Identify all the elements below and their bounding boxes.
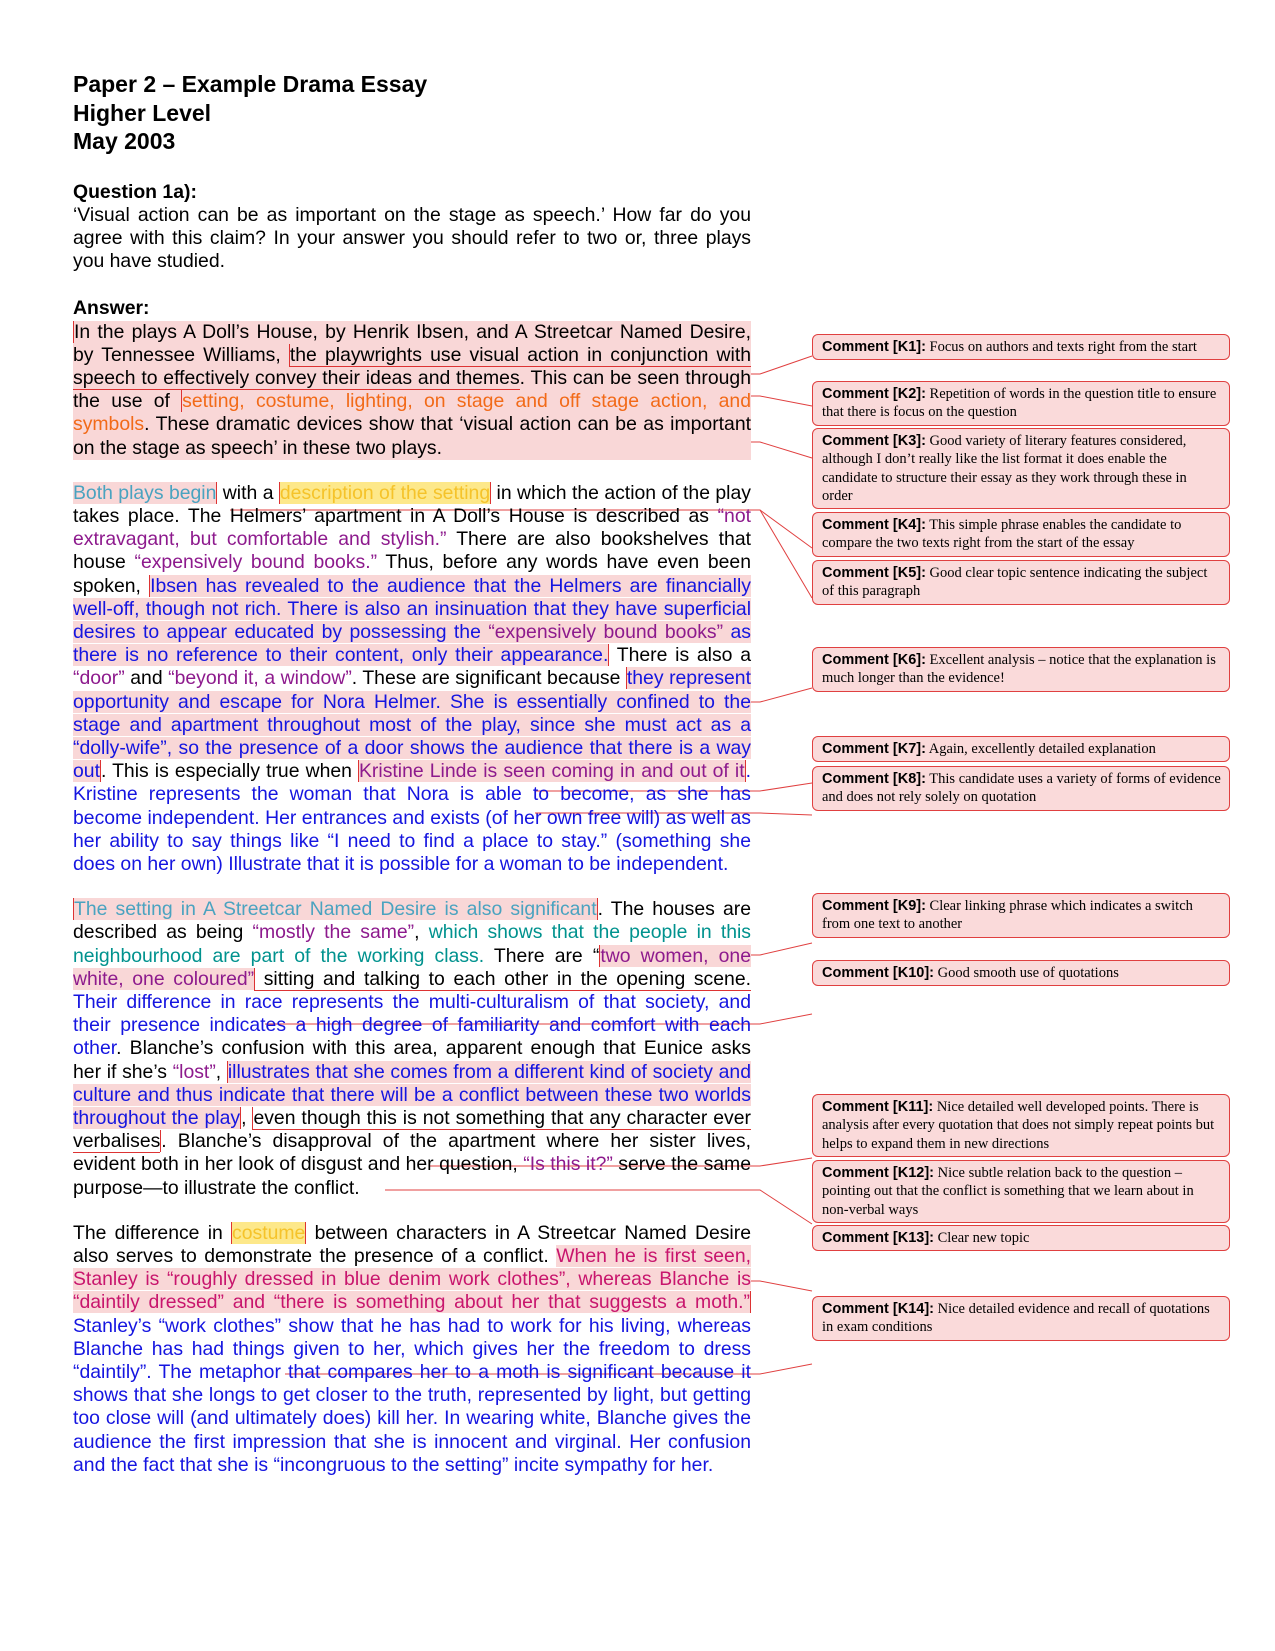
p2-s4: in which the action of the play takes place. The Helmers’ apartment in A Doll’s House is described as (73, 481, 751, 527)
comment-k8[interactable] (812, 766, 1230, 811)
comment-k1-text: Focus on authors and texts right from the start (929, 339, 1197, 355)
p4-s2: costume (232, 1221, 306, 1244)
p2-s1: Both plays begin (73, 481, 217, 504)
comment-k2-text: Repetition of words in the question title to ensure that there is focus on the question (822, 386, 1217, 421)
comment-k2[interactable] (812, 381, 1230, 426)
comment-k11-text: Nice detailed well developed points. There is analysis after every quotation that does not simply repeat points but helps to expand them in new directions (822, 1099, 1215, 1152)
title-line-1: Paper 2 – Example Drama Essay (73, 71, 428, 97)
comment-k6-id: Comment [K6]: (822, 652, 926, 668)
p3-s11: “lost” (172, 1060, 216, 1083)
comment-k3-id: Comment [K3]: (822, 433, 926, 449)
p2-s13: “door” (73, 667, 125, 690)
p3-s1: The setting in A Streetcar Named Desire is also significant (74, 898, 597, 921)
comment-k5-id: Comment [K5]: (822, 565, 926, 581)
p2-s2: with a (217, 481, 279, 504)
comment-k10-id: Comment [K10]: (822, 965, 934, 981)
comment-k7[interactable] (812, 736, 1230, 762)
paragraph-streetcar-costume (73, 1222, 751, 1477)
question-text: ‘Visual action can be as important on the stage as speech.’ How far do you agree with this claim? In your answer you should refer to two or, three plays you have studied. (73, 203, 751, 273)
comment-k11[interactable] (812, 1094, 1230, 1157)
p2-s11: as there is no reference to their content, only their appearance. (73, 620, 751, 667)
comment-k12-id: Comment [K12]: (822, 1165, 934, 1181)
p2-s15: “beyond it, a window” (168, 667, 352, 690)
p1-s5: setting, costume, lighting, on stage and off stage action, and symbols (73, 390, 751, 436)
p3-s18: serve the same purpose—to illustrate the conflict. (73, 1153, 751, 1199)
p4-s4: When he is first seen, Stanley is “roughly dressed in blue denim work clothes”, whereas Blanche is “daintily dressed” and “there is something about her that suggests a moth.” (73, 1245, 752, 1314)
comment-k10-text: Good smooth use of quotations (937, 965, 1119, 981)
p1-s2: , (275, 343, 289, 366)
paragraph-intro (73, 321, 751, 460)
comment-k12-text: Nice subtle relation back to the question – pointing out that the conflict is something that we learn about in non-verbal ways (822, 1165, 1194, 1218)
paragraph-streetcar-setting (73, 898, 751, 1200)
p4-s5: Stanley’s “work clothes” show that he has had to work for his living, whereas Blanche has had things given to her, which gives her the freedom to dress “daintily”. The metaphor that compares her to a moth is significant because it shows that she longs to get closer to the truth, represented by light, but getting too close will (and ultimately does) kill her. In wearing white, Blanche gives the audience the first impression that she is innocent and virginal. Her confusion and the fact that she is “incongruous to the setting” incite sympathy for her. (73, 1291, 751, 1475)
p2-s19: Kristine Linde is seen coming in and out of it (359, 760, 745, 783)
paragraph-dolls-house (73, 482, 751, 876)
p3-s15: even though this is not something that any character ever verbalises (73, 1107, 751, 1153)
p3-s13: illustrates that she comes from a different kind of society and culture and thus indicate that there will be a conflict between these two worlds throughout the play (73, 1060, 751, 1130)
comment-k3-text: Good variety of literary features considered, although I don’t really like the list format it does enable the candidate to structure their essay as they work through these in order (822, 433, 1187, 504)
comment-k12[interactable] (812, 1160, 1230, 1223)
comment-k14-id: Comment [K14]: (822, 1301, 934, 1317)
comment-k8-text: This candidate uses a variety of forms of evidence and does not rely solely on quotation (822, 771, 1221, 806)
comment-k10[interactable] (812, 960, 1230, 986)
comment-k5-text: Good clear topic sentence indicating the subject of this paragraph (822, 565, 1208, 600)
p2-s8: Thus, before any words have even been spoken, (73, 551, 751, 597)
p3-s6: There are “ (484, 944, 600, 967)
p2-s17: they represent opportunity and escape for Nora Helmer. She is essentially confined to the stage and apartment throughout most of the play, since she must act as a “dolly-wife”, so the presence of a door shows the audience that there is a way out (73, 667, 751, 783)
p2-s10: “expensively bound books” (488, 620, 724, 643)
comment-k8-id: Comment [K8]: (822, 771, 926, 787)
comment-k4-text: This simple phrase enables the candidate to compare the two texts right from the start of the essay (822, 517, 1182, 552)
essay-document (73, 70, 751, 1477)
title-line-3: May 2003 (73, 128, 176, 154)
p3-s4: , (414, 921, 429, 944)
p2-s12: There is also a (609, 644, 751, 667)
comment-k4[interactable] (812, 512, 1230, 557)
comment-k6[interactable] (812, 647, 1230, 692)
p2-s20: . Kristine represents the woman that Nora is able to become, as she has become independent. Her entrances and exists (of her own free will) as well as her ability to say things like “I need to find a place to stay.” (something she does on her own) Illustrate that it is possible for a woman to be independent. (73, 760, 751, 875)
p1-s3: the playwrights use visual action in conjunction with speech to effectively convey their ideas and themes (73, 343, 752, 389)
p3-s14: , (241, 1107, 253, 1130)
p2-s16: . These are significant because (351, 667, 626, 690)
comment-k4-id: Comment [K4]: (822, 517, 926, 533)
comment-k13-id: Comment [K13]: (822, 1230, 934, 1246)
p2-s9: Ibsen has revealed to the audience that the Helmers are financially well-off, though not rich. There is also an insinuation that they have superficial desires to appear educated by possessing the (73, 574, 751, 643)
comment-k5[interactable] (812, 560, 1230, 605)
p2-s3: description of the setting (279, 481, 491, 504)
comment-k14[interactable] (812, 1296, 1230, 1341)
title-line-2: Higher Level (73, 99, 212, 126)
comment-k7-id: Comment [K7]: (822, 741, 926, 757)
comment-k7-text: Again, excellently detailed explanation (928, 741, 1156, 757)
answer-heading: Answer: (73, 297, 150, 320)
p3-s10: . Blanche’s confusion with this area, apparent enough that Eunice asks her if she’s (73, 1037, 751, 1083)
comment-k9-text: Clear linking phrase which indicates a switch from one text to another (822, 898, 1193, 933)
p3-s9: Their difference in race represents the multi-culturalism of that society, and their presence indicates a high degree of familiarity and comfort with each other (73, 991, 751, 1060)
p3-s3: “mostly the same” (252, 921, 415, 944)
comment-k3[interactable] (812, 428, 1230, 509)
p3-s5: which shows that the people in this neighbourhood are part of the working class. (73, 921, 752, 967)
comment-k13[interactable] (812, 1225, 1230, 1251)
comment-k9[interactable] (812, 893, 1230, 938)
comment-k9-id: Comment [K9]: (822, 898, 926, 914)
p3-s8: sitting and talking to each other in the opening scene. (255, 967, 751, 990)
p4-s3: between characters in A Streetcar Named Desire also serves to demonstrate the presence of a conflict. (73, 1221, 751, 1268)
p2-s14: and (124, 667, 169, 690)
comment-k14-text: Nice detailed evidence and recall of quotations in exam conditions (822, 1301, 1210, 1336)
comment-k6-text: Excellent analysis – notice that the explanation is much longer than the evidence! (822, 652, 1216, 687)
p2-s18: . This is especially true when (100, 760, 358, 783)
p3-s2: . The houses are described as being (73, 898, 751, 944)
p2-s6: There are also bookshelves that house (73, 528, 751, 574)
p4-s1: The difference in (73, 1221, 232, 1244)
p1-s1: In the plays A Doll’s House, by Henrik Ibsen, and A Streetcar Named Desire, by Tennessee Williams (73, 320, 751, 366)
p3-s17: “Is this it?” (523, 1153, 613, 1176)
p1-s6: . These dramatic devices show that ‘visual action can be as important on the stage as speech’ in these two plays. (73, 413, 751, 459)
p3-s12: , (215, 1060, 227, 1083)
p1-s4: . This can be seen through the use of (73, 366, 751, 413)
p3-s16: . Blanche’s disapproval of the apartment where her sister lives, evident both in her look of disgust and her question, (73, 1130, 751, 1176)
p3-s7: two women, one white, one coloured” (73, 944, 751, 990)
p2-s5: “not extravagant, but comfortable and stylish.” (73, 504, 751, 551)
comment-k1-id: Comment [K1]: (822, 339, 926, 355)
question-heading: Question 1a): (73, 180, 197, 203)
comment-k13-text: Clear new topic (937, 1230, 1030, 1246)
comment-k11-id: Comment [K11]: (822, 1099, 934, 1115)
p2-s7: “expensively bound books.” (134, 551, 378, 574)
comment-k1[interactable] (812, 334, 1230, 360)
comment-k2-id: Comment [K2]: (822, 386, 926, 402)
